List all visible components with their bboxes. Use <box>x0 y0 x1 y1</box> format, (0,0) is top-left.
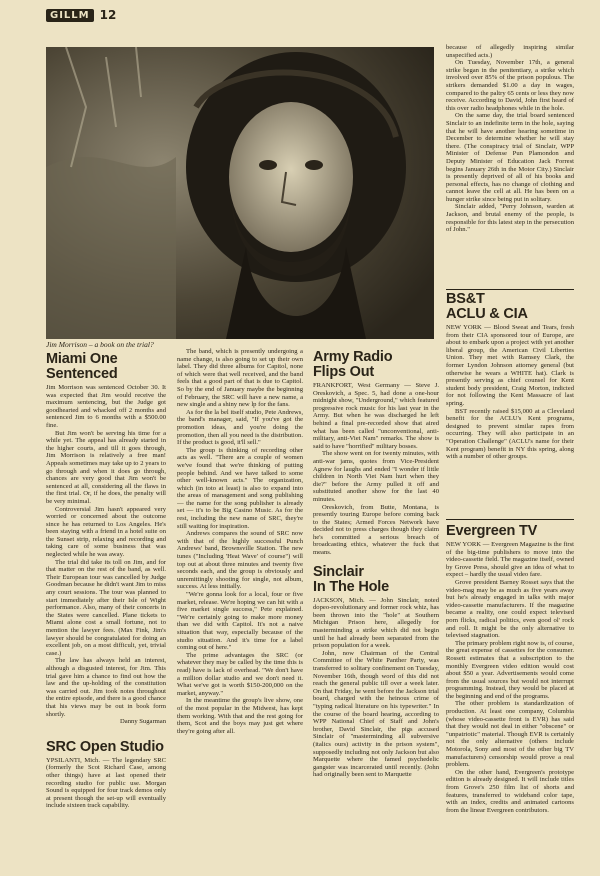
paragraph: The primary problem right now is, of course, the great expense of cassettes for the consumer. Rossett estimates that a subscription to the monthly Evergreen video edition would cost about $50 a year. Advertisements would come from the usual sources but would not interrupt programming. Instead, they would be placed at the beginning and end of the programs. <box>446 639 574 700</box>
paragraph: FRANKFORT, West Germany — Steve J. Oreskovich, a Spec. 5, had done a one-hour midnight show, "Underground," which featured progressive rock music for his last year in the Army. But when he was discharged he left behind a final pre-recorded show that aired what has been called "unconventional, anti-military, anti-Viet Nam" remarks. The show is said to have "horrified" military bosses. <box>313 382 439 450</box>
paragraph: JACKSON, Mich. — John Sinclair, noted dopeo-revolutionary and former rock whiz, has been thrown into the "hole" at Southern Michigan Prison here, allegedly for masterminding a strike which did not begin until he had already been separated from the prison population for a week. <box>313 596 439 650</box>
byline: Danny Sugarman <box>120 718 166 726</box>
paragraph: Controversial Jim hasn't appeared very worried or concerned about the outcome since he has returned to Los Angeles. He's been staying with a friend in a hotel suite on the Sunset strip, relaxing and recording and taking care of some business that was neglected while he was away. <box>46 505 166 559</box>
publication-logo: GILLM <box>46 9 94 22</box>
paragraph: As for the la bel itself studio, Pete Andrews, the band's manager, said, "If you've got the promotion ideas, and you're doing the promotion, then all you need is the distribution. If the product is good, it'll sell." <box>177 408 303 447</box>
paragraph: NEW YORK — Blood Sweat and Tears, fresh from their CIA sponsored tour of Europe, are about to embark upon a project with yet another liberal group, the American Civil Liberties Union. They met with Ramsey Clark, the former Lyndon Johnson attorney general (but otherwise he wears a WHITE hat). Clark is presently serving as chief counsel for Kent student body president, Craig Morton, indicted for not following the Kent Massacre of last spring. <box>446 324 574 407</box>
morrison-photo <box>46 47 434 339</box>
paragraph: YPSILANTI, Mich. — The legendary SRC (formerly the Scot Richard Case, among other things) have at last opened their recording studio for public use. Morgan Sound is equipped for four track demos only at present though the set-up will eventually include sixteen track capability. <box>46 756 166 810</box>
paragraph: Grove president Barney Rosset says that the video-mag may be as much as five years away but he's already engaged in talks with major video-cassette manufacturers. If the magazine became a reality, one could expect televised porn flicks, radical politics, even good ol' rock and roll. It might be the only alternative to televised stagnation. <box>446 578 574 640</box>
masthead <box>46 6 116 24</box>
paragraph: The law has always held an interest, although a disgusted interest, for Jim. This trial gave him a chance to find out how the law and the up-holding of the constitution was carried out. Jim took notes throughout the entire episode, and there is a good chance that his views may be out in book form shortly. <box>46 657 166 718</box>
paragraph: But Jim won't be serving his time for a while yet. The appeal has already started in the higher courts, and till it goes through, Jim Morrison is relatively a free man! Appeals sometimes may take up to 2 years to go through and when it does go through, chances are very good that Jim won't be sentenced at all, considering all the flaws in the first trial. Or, if he does, the penalty will be very minimal. <box>46 429 166 505</box>
article-sinclair-continued <box>446 44 574 286</box>
photo-caption: Jim Morrison – a book on the trial? <box>46 340 154 349</box>
headline-army: Army Radio Flips Out <box>313 350 393 380</box>
article-evergreen <box>446 524 574 872</box>
paragraph: The show went on for twenty minutes, with anti-war jams, quotes from Vice-President Agnew for laughs and ended "I wonder if little children in North Viet Nam hurt when they die?" before the Army pulled it off and substituted another show for the last 40 minutes. <box>313 450 439 503</box>
article-bst <box>446 292 574 516</box>
headline-src: SRC Open Studio <box>46 738 164 755</box>
article-morrison <box>46 352 166 872</box>
paragraph: "We're gonna look for a local, four or five market, release. We're hoping we can hit with a five market single success," Pete explained. "We're certainly going to make more money than we did with Capitol. It's not a naive situation that way, especially because of the studio situation. And it's time for a label coming out of here." <box>177 591 303 652</box>
headline-evergreen: Evergreen TV <box>446 524 538 539</box>
article-army-sinclair <box>313 350 439 872</box>
paragraph: because of allegedly inspiring similar unspecified acts.) <box>446 44 574 59</box>
paragraph: Andrews compares the sound of SRC now with that of the highly successful Punch Andrews' band, Brownsville Station. The new tunes ("Including 'Heat Wave' of course") will top out at about three minutes and twenty five seconds each, and the group is obviously and unremittingly shooting for single, not album, success. At less initially. <box>177 530 303 591</box>
column-rule <box>446 519 574 520</box>
paragraph: The prime advantages the SRC (or whatever they may be called by the time this is read) have is lack of overhead. "We don't have a million dollar studio and we don't need it. What we've got is worth $150-200,000 on the market, anyway." <box>177 651 303 697</box>
headline-morrison: Miami One Sentenced <box>46 352 118 382</box>
headline-bst: BS&T ACLU & CIA <box>446 292 528 322</box>
paragraph: John, now Chairman of the Central Committee of the White Panther Party, was transferred to solitary confinement on Tuesday, November 16th, though word of this did not reach the general public till over a week later. On that Friday, he went before the Jackson trial board, charged with the heinous crime of "typing radical literature on his typewriter." In the course of the board hearing, according to WPP National Chief of Staff and John's brother, David Sinclair, the pigs accused Sinclair of "masterminding all subversive (italics ours) activity in the prison system", supposedly including not only Jackson but also Marquette where the famed psychedelic gangster was incarcerated until recently. (John had originally been sent to Marquette <box>313 649 439 779</box>
headline-sinclair: Sinclair In The Hole <box>313 563 389 595</box>
paragraph: On the other hand, Evergreen's prototype edition is already designed. It will include titles from Grove's 250 film list of shorts and features, transferred to wideband color tape, with an index, credits and animated cartoons from the linear Evergreen contributors. <box>446 768 574 814</box>
paragraph: On Tuesday, November 17th, a general strike began in the penitentiary, a strike which involved over 85% of the prison populous. The strikers demanded $1.00 a day in wages, compared to the paltry 65 cents or less they now receive. According to David, John first heard of this over radio headphones while in the hole. <box>446 59 574 112</box>
article-src-continued <box>177 348 303 872</box>
paragraph: In the meantime the group's live show, one of the most popular in the Midwest, has kept them working. With that and the rest going for them, Scot and the boys may just get where they're going after all. <box>177 697 303 735</box>
paragraph: BST recently raised $15,000 at a Cleveland benefit for the ACLU's Kent programs, designed to prevent similar rapes from occurring. They will also participate in an "Operation Challenge" (ACLU's name for their Kent program) benefit in NY this spring, along with a number of other groups. <box>446 407 574 461</box>
paragraph: The other problem is standardization of production. At least one company, Columbia (whose video-cassette front is EVR) has said that they would not deal in either "obscene" or "unpatriotic" material. Though EVR is certainly not the only alternative (others include Motorola, Sony and most of the other big TV manufacturers) censorship would prove a real problem. <box>446 700 574 769</box>
paragraph: Oreskovich, from Butte, Montana, is presently touring Europe before coming back to the States; Armed Forces Network have decided not to press charges though they claim he's committed a serious breach of broadcasting ethics, whatever the fuck that means. <box>313 503 439 557</box>
paragraph: The band, which is presently undergoing a name change, is also going to set up their own label. They did three albums for Capitol, none of which were that well received, and the band feels that a good part of that is due to Capitol. So by the end of January maybe the beginning of February, the SRC will have a new name, a new single and a shiny new lp for the fans. <box>177 348 303 409</box>
paragraph: The group is thinking of recording other acts as well. "There are a couple of women we've found that we're thinking of putting people behind. And we have talked to some other well-known acts." The organization, which (in toto at least) is also to expand into the areas of management and song publishing — the name for the song publisher is already set — it's to be Big Casino Music. As for the rest, including the new name of SRC, they're still waiting for inspiration. <box>177 446 303 530</box>
paragraph: On the same day, the trial board sentenced Sinclair to an indefinite term in the hole, saying that he will have another hearing sometime in December to determine whether he will stay there. (The conspiracy trial of Sinclair, WPP Minister of Defense Pun Plamondon and Deputy Minister of Education Jack Forrest begins January 26th in the Motor City.) Sinclair is presently deprived of all of his books and personal effects, has no change of clothing and cannot leave the cell at all. He has been on a hunger strike since being put in solitary. <box>446 112 574 203</box>
paragraph: Sinclair added, "Perry Johnson, warden at Jackson, and brutal enemy of the people, is responsible for this latest step in the persecution of John." <box>446 203 574 234</box>
page-number: 12 <box>99 8 117 22</box>
paragraph: NEW YORK — Evergreen Magazine is the first of the big-time publishers to move into the video-cassette field. The magazine itself, owned by Grove Press, should give an idea of what to expect – hardly the usual video fare. <box>446 541 574 579</box>
paragraph: The trial did take its toll on Jim, and for that matter on the rest of the band, as well. Their European tour was cancelled by Judge Goodman because he didn't want Jim to miss any court sessions. The tour was planned to start immediately after their Isle of Wight performance. Also, many of their concerts in the States were cancelled. Plane tickets to Miami alone cost a small fortune, not to mention the lawyer fees. (Max Fink, Jim's lawyer should be congratulated for doing an excellent job, on a most difficult, yet, trivial case.) <box>46 558 166 657</box>
portrait-photo-icon <box>46 47 434 339</box>
paragraph: Jim Morrison was sentenced October 30. It was expected that Jim would receive the maximum sentencing, but the Judge got goodhearted and whacked off 2 months and sentenced Jim to 6 months with a $500.00 fine. <box>46 384 166 429</box>
column-rule <box>446 289 574 290</box>
